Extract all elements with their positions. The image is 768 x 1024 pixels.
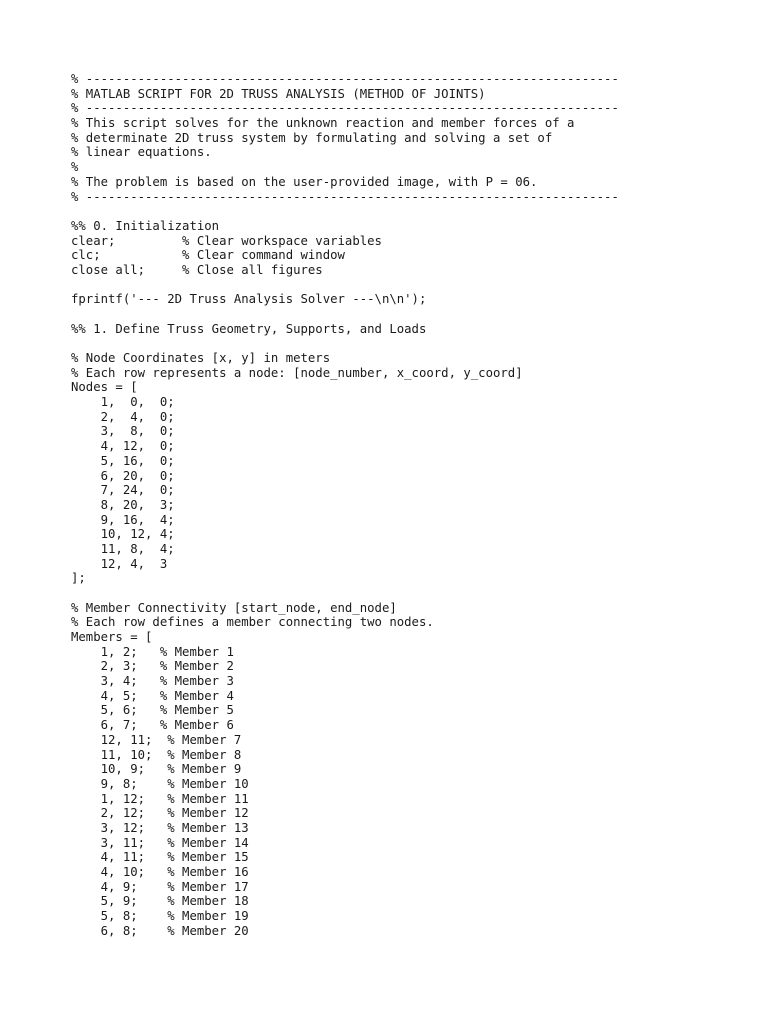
code-line: close all; % Close all figures [71,262,323,277]
code-line: % MATLAB SCRIPT FOR 2D TRUSS ANALYSIS (METHOD OF JOINTS) [71,86,486,101]
code-line: % ------------------------------------------------------------------------ [71,189,619,204]
code-line [71,278,751,293]
code-line: 12, 4, 3 [71,556,168,571]
code-line: 9, 16, 4; [71,512,175,527]
code-line: 3, 8, 0; [71,424,175,439]
code-line: clear; % Clear workspace variables [71,233,382,248]
code-line: 5, 6; % Member 5 [71,703,234,718]
code-line: 12, 11; % Member 7 [71,732,242,747]
code-line: 2, 4, 0; [71,409,175,424]
code-line: % Each row represents a node: [node_number, x_coord, y_coord] [71,365,523,380]
code-line [71,586,751,601]
code-line: % ------------------------------------------------------------------------ [71,72,619,86]
code-line: 1, 12; % Member 11 [71,791,249,806]
code-line: Members = [ [71,630,153,645]
code-line: 4, 11; % Member 15 [71,850,249,865]
code-line: % linear equations. [71,145,212,160]
code-line: 6, 20, 0; [71,468,175,483]
code-line: 6, 7; % Member 6 [71,718,234,733]
code-line: 3, 4; % Member 3 [71,674,234,689]
code-line: %% 1. Define Truss Geometry, Supports, and Loads [71,321,427,336]
code-line: 4, 5; % Member 4 [71,688,234,703]
code-line: % Node Coordinates [x, y] in meters [71,351,331,365]
code-line: ]; [71,571,86,586]
code-line: 1, 0, 0; [71,395,175,410]
code-line: 3, 11; % Member 14 [71,835,249,850]
code-line: 11, 10; % Member 8 [71,747,242,762]
code-line: 4, 12, 0; [71,439,175,454]
code-line: 5, 16, 0; [71,453,175,468]
code-line: % The problem is based on the user-provided image, with P = 06. [71,174,538,189]
code-line: % This script solves for the unknown reaction and member forces of a [71,116,575,131]
code-line: % ------------------------------------------------------------------------ [71,101,619,116]
code-line: %% 0. Initialization [71,218,220,233]
code-line: clc; % Clear command window [71,248,345,263]
code-line: 5, 8; % Member 19 [71,909,249,924]
code-line: 4, 9; % Member 17 [71,879,249,894]
code-line [71,307,751,322]
code-line: % Each row defines a member connecting two nodes. [71,615,434,630]
code-line: 6, 8; % Member 20 [71,923,249,938]
code-line: fprintf('--- 2D Truss Analysis Solver ---\n\n'); [71,292,427,307]
code-line: 7, 24, 0; [71,483,175,498]
code-line: 9, 8; % Member 10 [71,776,249,791]
code-line: 8, 20, 3; [71,497,175,512]
code-line: 10, 9; % Member 9 [71,762,242,777]
code-line: 11, 8, 4; [71,541,175,556]
code-line: 3, 12; % Member 13 [71,820,249,835]
code-line: 1, 2; % Member 1 [71,644,234,659]
code-line: % Member Connectivity [start_node, end_node] [71,600,397,615]
code-line [71,204,751,219]
code-line: 10, 12, 4; [71,527,175,542]
code-line: % determinate 2D truss system by formulating and solving a set of [71,130,553,145]
matlab-code-page [71,72,751,938]
code-line: 2, 12; % Member 12 [71,806,249,821]
code-line: 4, 10; % Member 16 [71,865,249,880]
code-line: % [71,160,79,175]
code-line: 2, 3; % Member 2 [71,659,234,674]
code-line [71,336,751,351]
code-line: Nodes = [ [71,380,138,395]
code-line: 5, 9; % Member 18 [71,894,249,909]
